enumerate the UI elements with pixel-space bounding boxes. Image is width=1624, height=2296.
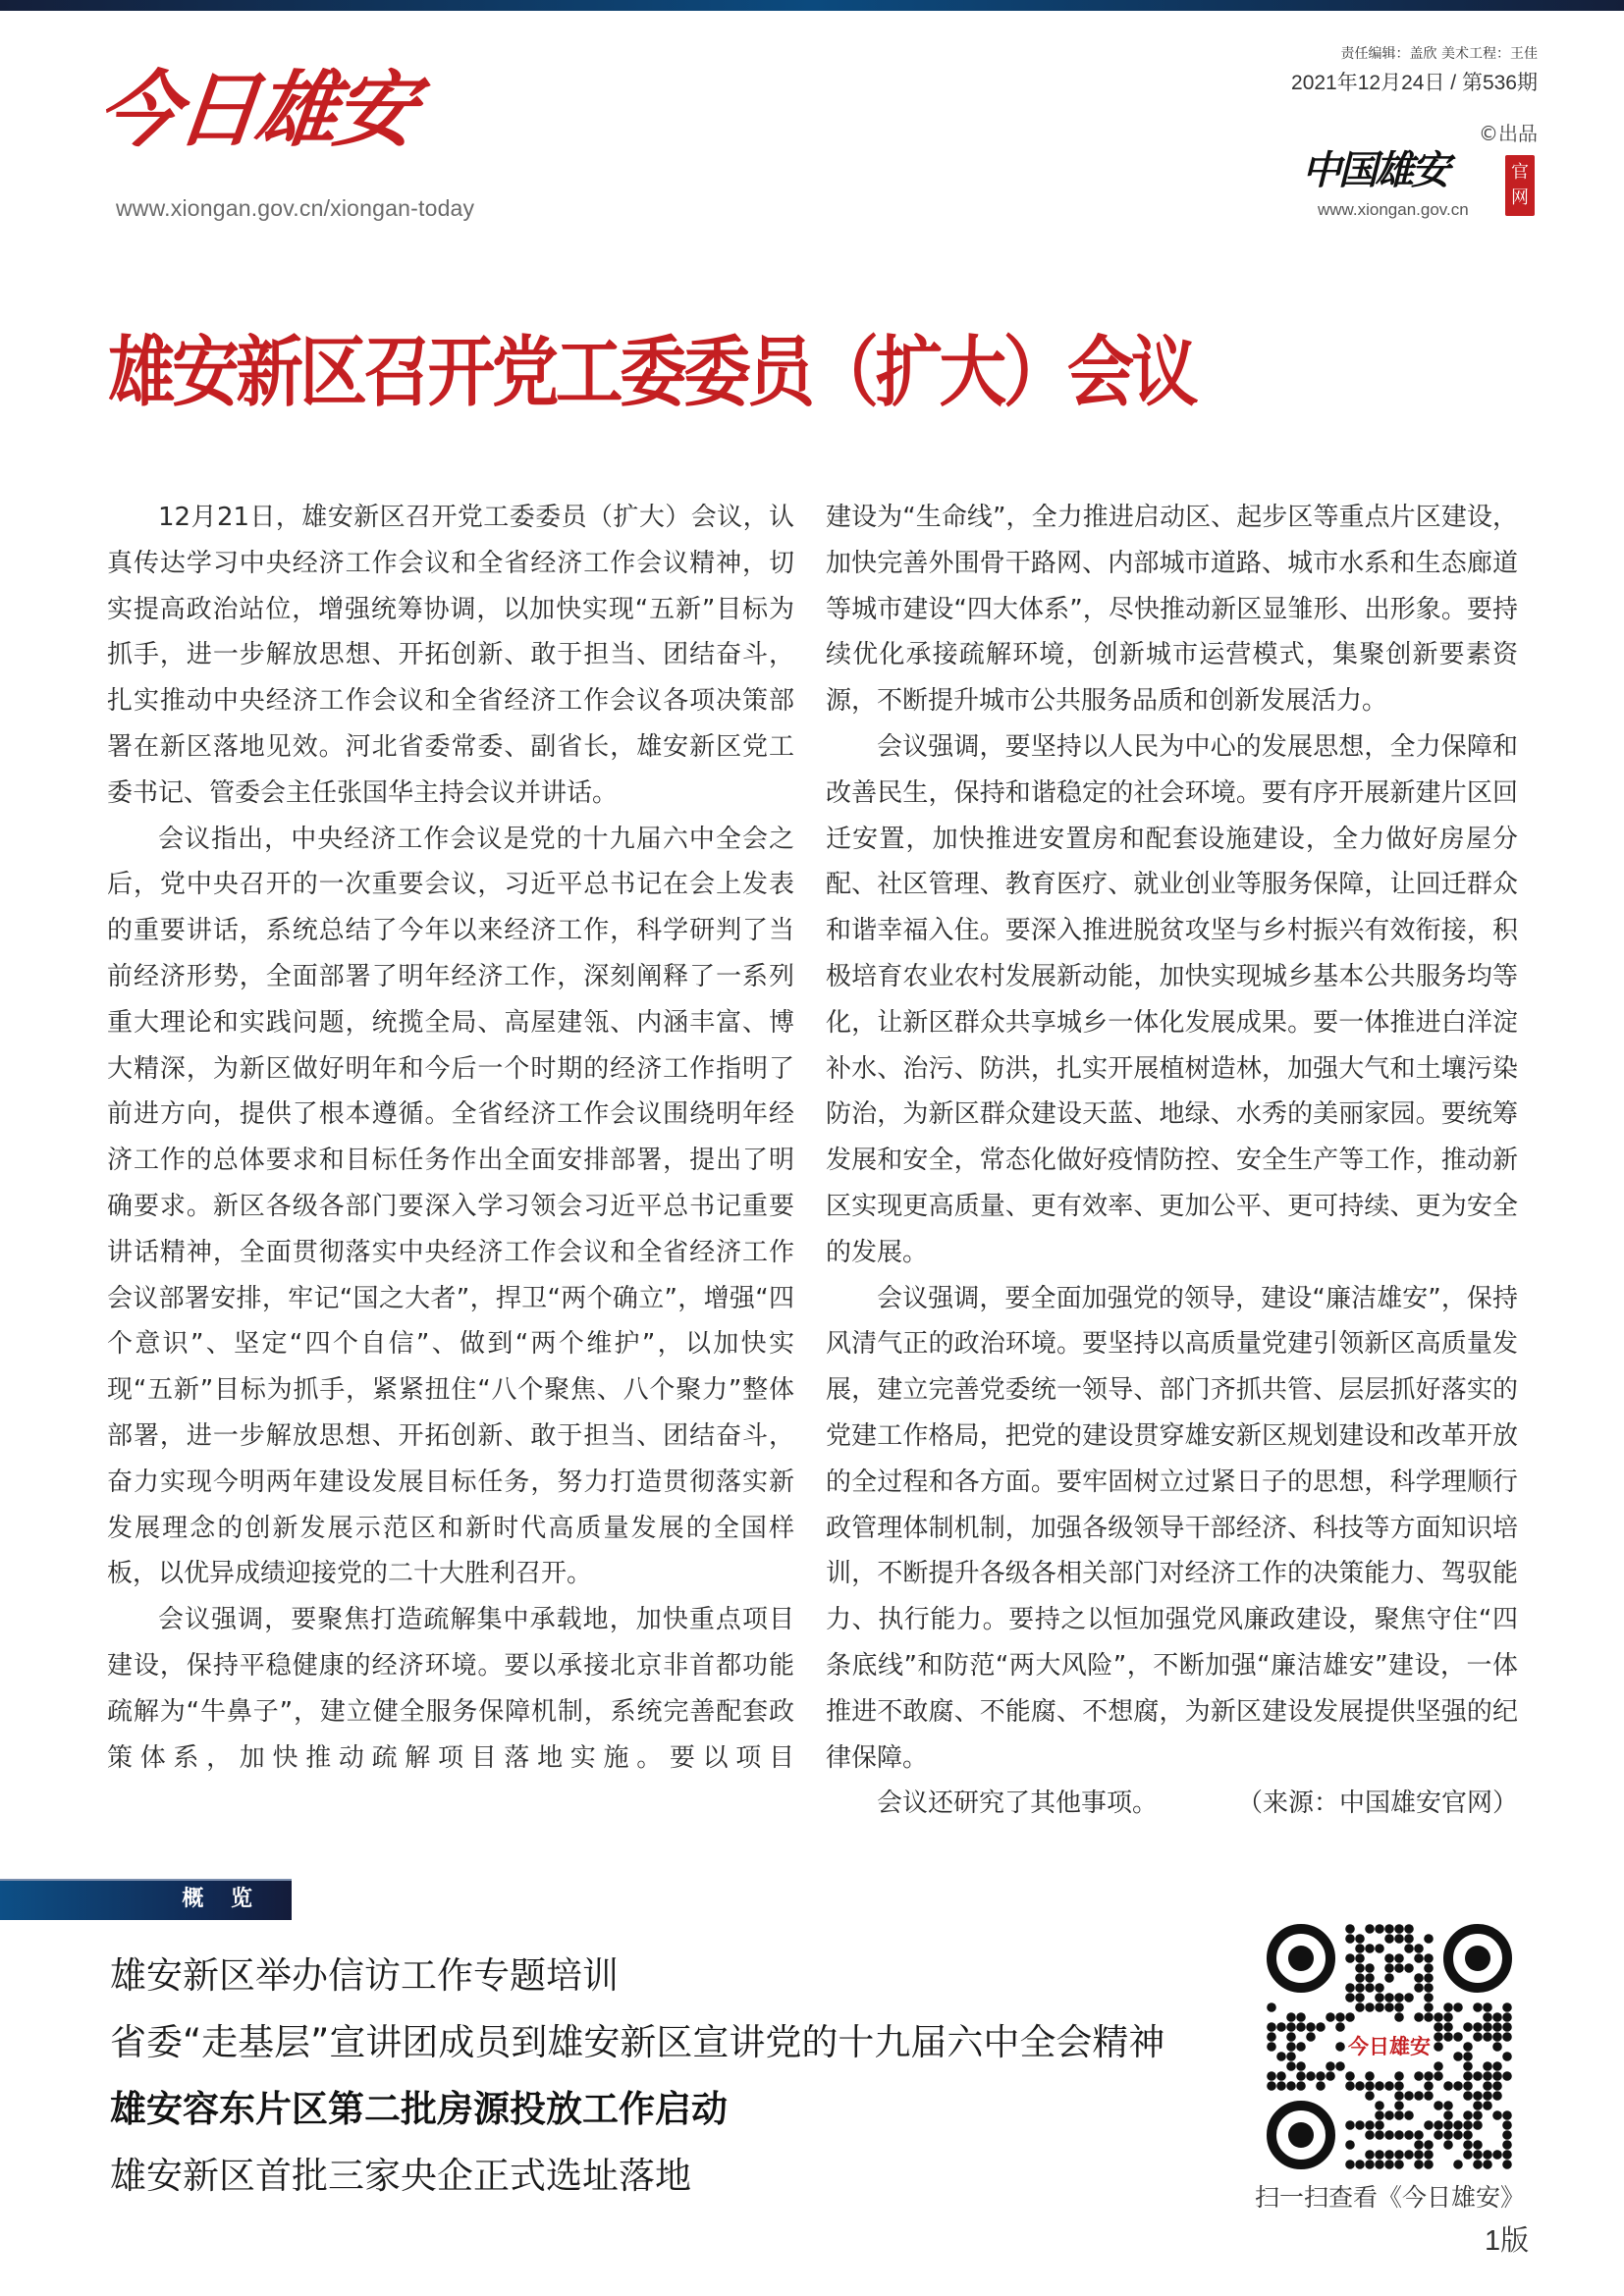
qr-module [1424, 1983, 1434, 1993]
qr-module [1443, 2012, 1453, 2022]
qr-module [1453, 2130, 1463, 2140]
qr-module [1306, 2071, 1316, 2081]
qr-module [1424, 2120, 1434, 2130]
qr-module [1286, 2061, 1296, 2071]
article-closing [826, 1781, 1518, 1827]
qr-module [1296, 2061, 1306, 2071]
qr-code[interactable] [1267, 1924, 1512, 2169]
qr-module [1394, 2012, 1404, 2022]
qr-module [1355, 2002, 1365, 2012]
qr-module [1414, 2130, 1424, 2140]
top-decorative-bar [0, 0, 1624, 11]
qr-module [1483, 2012, 1492, 2022]
qr-caption: 扫一扫查看《今日雄安》 [1255, 2183, 1526, 2212]
qr-module [1483, 2061, 1492, 2071]
qr-module [1375, 1993, 1384, 2002]
qr-module [1375, 1944, 1384, 1953]
qr-module [1463, 2081, 1473, 2091]
qr-module [1473, 2091, 1483, 2101]
qr-module [1434, 2130, 1443, 2140]
qr-module [1296, 2042, 1306, 2052]
qr-module [1365, 2071, 1375, 2081]
qr-module [1286, 2052, 1296, 2061]
qr-module [1443, 2110, 1453, 2120]
qr-module [1267, 2032, 1276, 2042]
qr-module [1384, 1993, 1394, 2002]
qr-module [1443, 2140, 1453, 2150]
qr-module [1286, 2012, 1296, 2022]
publisher-label: ©出品 [1479, 122, 1538, 145]
qr-module [1492, 2071, 1502, 2081]
qr-module [1443, 2130, 1453, 2140]
qr-module [1424, 1953, 1434, 1963]
qr-module [1453, 2052, 1463, 2061]
qr-module [1375, 2120, 1384, 2130]
qr-module [1463, 2150, 1473, 2160]
qr-module [1384, 1924, 1394, 1934]
qr-module [1316, 2081, 1326, 2091]
qr-module [1502, 2032, 1512, 2042]
qr-module [1443, 2081, 1453, 2091]
qr-module [1502, 2150, 1512, 2160]
qr-module [1453, 2032, 1463, 2042]
qr-module [1394, 2160, 1404, 2169]
qr-module [1502, 2140, 1512, 2150]
qr-module [1424, 2002, 1434, 2012]
qr-module [1404, 1993, 1414, 2002]
qr-module [1424, 1963, 1434, 1973]
qr-module [1394, 2002, 1404, 2012]
qr-module [1394, 2071, 1404, 2081]
qr-module [1502, 2120, 1512, 2130]
qr-module [1473, 2110, 1483, 2120]
qr-module [1345, 1934, 1355, 1944]
qr-module [1267, 2042, 1276, 2052]
qr-module [1355, 1953, 1365, 1963]
qr-module [1267, 2022, 1276, 2032]
qr-module [1286, 2022, 1296, 2032]
qr-module [1384, 1953, 1394, 1963]
qr-module [1502, 2071, 1512, 2081]
qr-module [1375, 2130, 1384, 2140]
qr-module [1404, 2130, 1414, 2140]
qr-module [1434, 2032, 1443, 2042]
qr-module [1306, 2032, 1316, 2042]
qr-module [1424, 2091, 1434, 2101]
qr-module [1414, 1983, 1424, 1993]
qr-module [1355, 2120, 1365, 2130]
qr-module [1443, 2101, 1453, 2110]
qr-module [1365, 2002, 1375, 2012]
qr-module [1424, 2160, 1434, 2169]
qr-module [1414, 2091, 1424, 2101]
qr-module [1434, 2101, 1443, 2110]
qr-module [1502, 2022, 1512, 2032]
qr-module [1463, 2071, 1473, 2081]
overview-item[interactable]: 雄安新区首批三家央企正式选址落地 [110, 2155, 691, 2197]
qr-module [1502, 2052, 1512, 2061]
qr-module [1414, 2150, 1424, 2160]
qr-module [1443, 2032, 1453, 2042]
qr-module [1335, 2022, 1345, 2032]
qr-module [1335, 2012, 1345, 2022]
qr-module [1434, 2042, 1443, 2052]
qr-module [1286, 2042, 1296, 2052]
qr-module [1365, 2150, 1375, 2160]
qr-module [1384, 2081, 1394, 2091]
qr-module [1483, 2160, 1492, 2169]
qr-module [1463, 2140, 1473, 2150]
qr-module [1365, 1944, 1375, 1953]
qr-module [1404, 1934, 1414, 1944]
qr-module [1384, 2130, 1394, 2140]
qr-module [1502, 2110, 1512, 2120]
overview-item[interactable]: 雄安新区举办信访工作专题培训 [110, 1954, 619, 1997]
qr-module [1414, 1953, 1424, 1963]
qr-module [1453, 2160, 1463, 2169]
qr-module [1492, 2042, 1502, 2052]
qr-module [1345, 1953, 1355, 1963]
qr-module [1483, 2101, 1492, 2110]
qr-module [1355, 2160, 1365, 2169]
qr-module [1335, 2061, 1345, 2071]
qr-module [1453, 2120, 1463, 2130]
qr-module [1424, 1973, 1434, 1983]
qr-module [1473, 2160, 1483, 2169]
qr-module [1483, 2002, 1492, 2012]
issue-date: 2021年12月24日 / 第536期 [1291, 72, 1538, 94]
qr-module [1394, 1924, 1404, 1934]
qr-module [1424, 2081, 1434, 2091]
qr-module [1453, 2081, 1463, 2091]
masthead-logo [92, 61, 418, 169]
publisher-seal [1505, 155, 1535, 216]
article-paragraph: 会议强调，要全面加强党的领导，建设“廉洁雄安”，保持风清气正的政治环境。要坚持以高质量党建引领新区高质量发展，建立完善党委统一领导、部门齐抓共管、层层抓好落实的党建工作格局，把党的建设贯穿雄安新区规划建设和改革开放的全过程和各方面。要牢固树立过紧日子的思想，科学理顺行政管理体制机制，加强各级领导干部经济、科技等方面知识培训，不断提升各级各相关部门对经济工作的决策能力、驾驭能力、执行能力。要持之以恒加强党风廉政建设，聚焦守住“四条底线”和防范“两大风险”，不断加强“廉洁雄安”建设，一体推进不敢腐、不能腐、不想腐，为新区建设发展提供坚强的纪律保障。 [826, 1283, 1518, 1773]
qr-module [1424, 2150, 1434, 2160]
qr-module [1414, 1944, 1424, 1953]
qr-module [1414, 2071, 1424, 2081]
qr-module [1375, 1924, 1384, 1934]
closing-text: 会议还研究了其他事项。 [877, 1789, 1159, 1819]
qr-module [1375, 2150, 1384, 2160]
overview-item[interactable]: 省委“走基层”宣讲团成员到雄安新区宣讲党的十九届六中全会精神 [110, 2021, 1165, 2063]
qr-module [1267, 2002, 1276, 2012]
qr-module [1473, 2071, 1483, 2081]
qr-module [1384, 1963, 1394, 1973]
qr-module [1276, 2071, 1286, 2081]
qr-module [1483, 2032, 1492, 2042]
qr-module [1404, 2150, 1414, 2160]
qr-module [1276, 2052, 1286, 2061]
qr-module [1365, 2160, 1375, 2169]
qr-module [1473, 2022, 1483, 2032]
qr-module [1394, 1963, 1404, 1973]
qr-module [1375, 2002, 1384, 2012]
qr-module [1473, 2032, 1483, 2042]
qr-module [1375, 2110, 1384, 2120]
qr-module [1345, 2081, 1355, 2091]
qr-module [1345, 2140, 1355, 2150]
qr-module [1355, 1983, 1365, 1993]
qr-module [1502, 2002, 1512, 2012]
qr-module [1424, 2140, 1434, 2150]
qr-module [1355, 1934, 1365, 1944]
qr-module [1384, 2002, 1394, 2012]
qr-module [1483, 2022, 1492, 2032]
qr-module [1365, 2081, 1375, 2091]
qr-module [1365, 1963, 1375, 1973]
qr-module [1384, 2160, 1394, 2169]
qr-module [1502, 2012, 1512, 2022]
qr-module [1434, 2012, 1443, 2022]
qr-module [1326, 2012, 1335, 2022]
masthead-logo-text: 今日雄安 [92, 61, 418, 158]
qr-module [1355, 1963, 1365, 1973]
qr-module [1492, 2012, 1502, 2022]
qr-module [1326, 2071, 1335, 2081]
qr-module [1463, 2091, 1473, 2101]
masthead-url[interactable]: www.xiongan.gov.cn/xiongan-today [116, 195, 475, 221]
seal-char: 官 [1511, 162, 1529, 183]
qr-module [1394, 2150, 1404, 2160]
publisher-url[interactable]: www.xiongan.gov.cn [1318, 200, 1469, 219]
qr-module [1384, 1934, 1394, 1944]
qr-module [1355, 1993, 1365, 2002]
qr-module [1434, 2061, 1443, 2071]
editor-credits: 责任编辑：盖欣 美术工程：王佳 [1340, 46, 1538, 62]
qr-module [1463, 2022, 1473, 2032]
qr-module [1424, 1934, 1434, 1944]
qr-module [1483, 2081, 1492, 2091]
qr-module [1296, 2022, 1306, 2032]
qr-module [1345, 1993, 1355, 2002]
qr-module [1483, 2091, 1492, 2101]
qr-module [1453, 2002, 1463, 2012]
qr-module [1384, 2110, 1394, 2120]
qr-module [1394, 1993, 1404, 2002]
seal-char: 网 [1511, 187, 1529, 208]
qr-module [1355, 2081, 1365, 2091]
overview-section-header [0, 1879, 292, 1920]
qr-module [1267, 2071, 1276, 2081]
qr-module [1365, 2120, 1375, 2130]
qr-module [1463, 2042, 1473, 2052]
qr-module [1404, 2110, 1414, 2120]
qr-module [1463, 2061, 1473, 2071]
publisher-logo: 中国雄安 [1302, 147, 1447, 193]
qr-module [1365, 1973, 1375, 1983]
qr-module [1502, 2130, 1512, 2140]
qr-module [1375, 2160, 1384, 2169]
qr-module [1463, 2120, 1473, 2130]
qr-module [1384, 2150, 1394, 2160]
article-paragraph: 建设为“生命线”，全力推进启动区、起步区等重点片区建设，加快完善外围骨干路网、内部城市道路、城市水系和生态廊道等城市建设“四大体系”，尽快推动新区显雏形、出形象。要持续优化承接疏解环境，创新城市运营模式，集聚创新要素资源，不断提升城市公共服务品质和创新发展活力。 [826, 503, 1518, 717]
qr-module [1326, 2061, 1335, 2071]
qr-module [1414, 1973, 1424, 1983]
qr-module [1345, 2160, 1355, 2169]
qr-module [1267, 2081, 1276, 2091]
qr-module [1502, 2160, 1512, 2169]
article-paragraph: 会议指出，中央经济工作会议是党的十九届六中全会之后，党中央召开的一次重要会议，习近平总书记在会上发表的重要讲话，系统总结了今年以来经济工作，科学研判了当前经济形势，全面部署了明年经济工作，深刻阐释了一系列重大理论和实践问题，统揽全局、高屋建瓴、内涵丰富、博大精深，为新区做好明年和今后一个时期的经济工作指明了前进方向，提供了根本遵循。全省经济工作会议围绕明年经济工作的总体要求和目标任务作出全面安排部署，提出了明确要求。新区各级各部门要深入学习领会习近平总书记重要讲话精神，全面贯彻落实中央经济工作会议和全省经济工作会议部署安排，牢记“国之大者”，捍卫“两个确立”，增强“四个意识”、坚定“四个自信”、做到“两个维护”，以加快实现“五新”目标为抓手，紧紧扭住“八个聚焦、八个聚力”整体部署，进一步解放思想、开拓创新、敢于担当、团结奋斗，奋力实现今明两年建设发展目标任务，努力打造贯彻落实新发展理念的创新发展示范区和新时代高质量发展的全国样板，以优异成绩迎接党的二十大胜利召开。 [107, 824, 794, 1589]
qr-module [1492, 2081, 1502, 2091]
qr-module [1434, 2022, 1443, 2032]
qr-module [1375, 2101, 1384, 2110]
qr-module [1492, 2022, 1502, 2032]
qr-center-logo: 今日雄安 [1348, 2034, 1431, 2058]
qr-module [1296, 2081, 1306, 2091]
qr-module [1404, 1944, 1414, 1953]
qr-module [1365, 1983, 1375, 1993]
qr-module [1473, 2150, 1483, 2160]
qr-module [1394, 2081, 1404, 2091]
qr-module [1473, 2120, 1483, 2130]
qr-module [1443, 2002, 1453, 2012]
article-paragraph: 会议强调，要坚持以人民为中心的发展思想，全力保障和改善民生，保持和谐稳定的社会环境。要有序开展新建片区回迁安置，加快推进安置房和配套设施建设，全力做好房屋分配、社区管理、教育医疗、就业创业等服务保障，让回迁群众和谐幸福入住。要深入推进脱贫攻坚与乡村振兴有效衔接，积极培育农业农村发展新动能，加快实现城乡基本公共服务均等化，让新区群众共享城乡一体化发展成果。要一体推进白洋淀补水、治污、防洪，扎实开展植树造林，加强大气和土壤污染防治，为新区群众建设天蓝、地绿、水秀的美丽家园。要统筹发展和安全，常态化做好疫情防控、安全生产等工作，推动新区实现更高质量、更有效率、更加公平、更可持续、更为安全的发展。 [826, 731, 1518, 1267]
article-source: （来源：中国雄安官网） [1236, 1789, 1518, 1819]
qr-module [1473, 2002, 1483, 2012]
qr-module [1463, 2130, 1473, 2140]
qr-module [1375, 2081, 1384, 2091]
article-column-left [107, 495, 794, 1781]
article-paragraph: 会议强调，要聚焦打造疏解集中承载地，加快重点项目建设，保持平稳健康的经济环境。要以承接北京非首都功能疏解为“牛鼻子”，建立健全服务保障机制，系统完善配套政策体系，加快推动疏解项目落地实施。要以项目 [107, 1605, 794, 1773]
qr-module [1365, 1924, 1375, 1934]
qr-module [1424, 2012, 1434, 2022]
article-paragraph: 12月21日，雄安新区召开党工委委员（扩大）会议，认真传达学习中央经济工作会议和全省经济工作会议精神，切实提高政治站位，增强统筹协调，以加快实现“五新”目标为抓手，进一步解放思想、开拓创新、敢于担当、团结奋斗，扎实推动中央经济工作会议和全省经济工作会议各项决策部署在新区落地见效。河北省委常委、副省长，雄安新区党工委书记、管委会主任张国华主持会议并讲话。 [107, 503, 794, 808]
qr-module [1414, 2140, 1424, 2150]
overview-item[interactable]: 雄安容东片区第二批房源投放工作启动 [110, 2088, 728, 2130]
qr-module [1424, 2071, 1434, 2081]
qr-module [1424, 1993, 1434, 2002]
qr-module [1345, 1924, 1355, 1934]
qr-module [1414, 2012, 1424, 2022]
qr-module [1492, 2150, 1502, 2160]
qr-module [1365, 2091, 1375, 2101]
qr-module [1306, 2022, 1316, 2032]
qr-module [1296, 2012, 1306, 2022]
article-headline: 雄安新区召开党工委委员（扩大）会议 [108, 328, 1196, 417]
qr-module [1492, 2110, 1502, 2120]
qr-module [1404, 1963, 1414, 1973]
qr-module [1394, 2101, 1404, 2110]
qr-module [1355, 1944, 1365, 1953]
qr-module [1276, 2022, 1286, 2032]
qr-module [1345, 2120, 1355, 2130]
qr-module [1483, 2071, 1492, 2081]
qr-module [1434, 2071, 1443, 2081]
qr-module [1276, 2081, 1286, 2091]
qr-module [1473, 2140, 1483, 2150]
qr-module [1345, 2071, 1355, 2081]
qr-module [1335, 2042, 1345, 2052]
qr-module [1345, 1983, 1355, 1993]
qr-module [1286, 2032, 1296, 2042]
qr-module [1443, 2120, 1453, 2130]
qr-module [1463, 2110, 1473, 2120]
qr-module [1296, 2071, 1306, 2081]
qr-module [1404, 2091, 1414, 2101]
qr-module [1463, 2052, 1473, 2061]
qr-module [1492, 2032, 1502, 2042]
qr-module [1394, 1953, 1404, 1963]
qr-module [1394, 2110, 1404, 2120]
qr-module [1394, 1934, 1404, 1944]
qr-module [1414, 2160, 1424, 2169]
page-number: 1版 [1485, 2225, 1530, 2257]
qr-module [1316, 2022, 1326, 2032]
qr-module [1365, 2130, 1375, 2140]
qr-module [1384, 1973, 1394, 1983]
overview-label: 概 览 [182, 1887, 262, 1911]
qr-module [1404, 1924, 1414, 1934]
qr-module [1473, 2101, 1483, 2110]
qr-module [1286, 2081, 1296, 2091]
qr-module [1394, 2130, 1404, 2140]
article-column-right [826, 495, 1518, 1827]
qr-module [1492, 2061, 1502, 2071]
qr-module [1492, 2091, 1502, 2101]
qr-module [1443, 2022, 1453, 2032]
qr-module [1434, 2120, 1443, 2130]
qr-module [1355, 1973, 1365, 1983]
qr-module [1316, 2071, 1326, 2081]
qr-module [1394, 2091, 1404, 2101]
qr-module [1375, 1983, 1384, 1993]
qr-module [1483, 2150, 1492, 2160]
qr-module [1345, 2012, 1355, 2022]
